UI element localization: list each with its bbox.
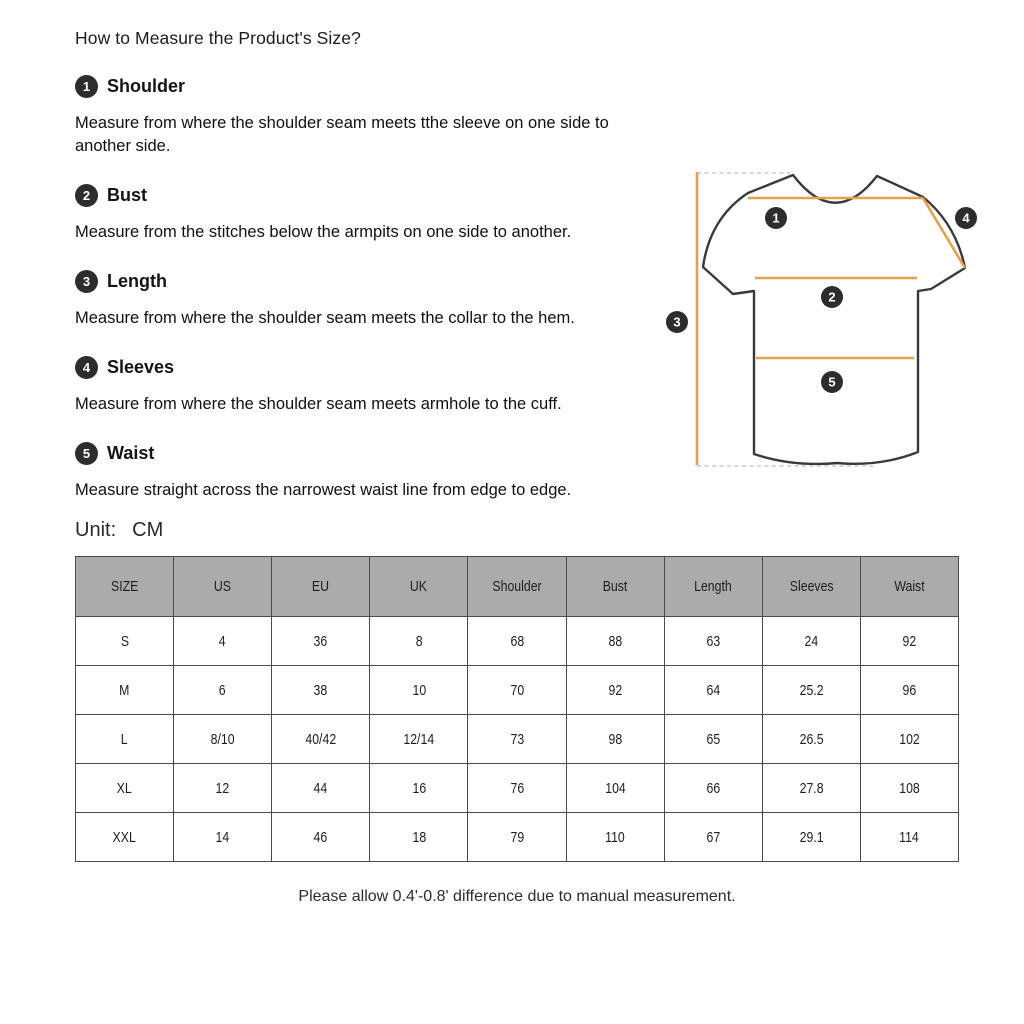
step-number-badge: 4 <box>75 356 98 379</box>
badge-number: 1 <box>772 210 780 226</box>
page-title: How to Measure the Product's Size? <box>75 28 361 48</box>
size-table <box>75 556 959 862</box>
diagram-badge-2 <box>821 286 843 308</box>
table-cell <box>762 813 860 862</box>
table-cell <box>860 813 958 862</box>
table-row <box>76 813 959 862</box>
tshirt-diagram-svg <box>650 150 1024 490</box>
column-header <box>174 557 272 617</box>
table-cell-value: 104 <box>604 779 626 797</box>
table-header-row <box>76 557 959 617</box>
table-cell <box>370 715 468 764</box>
badge-number: 3 <box>673 314 681 330</box>
column-header-label: SIZE <box>110 578 139 595</box>
instruction-item <box>75 440 635 502</box>
table-cell <box>566 764 664 813</box>
table-cell-value: 96 <box>902 681 917 699</box>
table-cell <box>272 666 370 715</box>
column-header <box>860 557 958 617</box>
step-number-badge: 1 <box>75 75 98 98</box>
table-cell-value: 102 <box>899 730 920 748</box>
table-cell <box>76 715 174 764</box>
table-cell-value: 4 <box>219 632 227 650</box>
table-cell <box>664 666 762 715</box>
table-cell <box>174 666 272 715</box>
instructions-list <box>75 73 635 502</box>
badge-number: 4 <box>962 210 970 226</box>
table-cell <box>370 764 468 813</box>
step-number-badge: 2 <box>75 184 98 207</box>
table-cell-value: 18 <box>412 828 426 846</box>
table-cell <box>468 764 566 813</box>
table-cell <box>664 715 762 764</box>
table-cell-value: 24 <box>804 632 819 650</box>
table-cell-value: 38 <box>313 681 328 699</box>
table-cell-value: 12 <box>215 779 230 797</box>
measurement-label: Waist <box>107 442 155 463</box>
table-cell-value: 67 <box>706 828 721 846</box>
table-cell <box>762 666 860 715</box>
measurement-description: Measure from where the shoulder seam meets tthe sleeve on one side to another side. <box>75 114 609 155</box>
diagram-badge-5 <box>821 371 843 393</box>
table-cell <box>76 617 174 666</box>
table-cell-value: 114 <box>899 828 920 846</box>
table-cell-value: 12/14 <box>403 730 435 748</box>
table-cell <box>566 813 664 862</box>
table-cell-value: 10 <box>412 681 426 699</box>
table-cell-value: 76 <box>510 779 524 797</box>
table-row <box>76 666 959 715</box>
column-header <box>566 557 664 617</box>
table-cell-value: 40/42 <box>305 730 337 748</box>
table-cell-value: 92 <box>902 632 917 650</box>
badge-number: 5 <box>828 374 836 390</box>
column-header <box>370 557 468 617</box>
unit-label: Unit: <box>75 519 117 541</box>
table-cell <box>566 666 664 715</box>
table-cell-value: 68 <box>510 632 524 650</box>
table-cell <box>860 617 958 666</box>
column-header <box>272 557 370 617</box>
table-cell-value: 108 <box>899 779 920 797</box>
measurement-label: Bust <box>107 184 147 205</box>
table-cell <box>370 813 468 862</box>
measurement-label: Sleeves <box>107 356 175 377</box>
table-cell <box>762 764 860 813</box>
table-cell-value: 16 <box>412 779 426 797</box>
step-number-badge: 3 <box>75 270 98 293</box>
table-cell-value: 6 <box>219 681 227 699</box>
table-cell-value: 88 <box>608 632 622 650</box>
table-cell <box>272 764 370 813</box>
table-cell-value: 64 <box>706 681 721 699</box>
measurement-description: Measure from where the shoulder seam meets the collar to the hem. <box>75 309 575 327</box>
column-header-label: Length <box>694 578 733 595</box>
table-cell-value: 36 <box>313 632 328 650</box>
instruction-item <box>75 354 635 416</box>
table-cell-value: 98 <box>608 730 622 748</box>
table-row <box>76 617 959 666</box>
diagram-badge-3 <box>666 311 688 333</box>
table-cell <box>860 666 958 715</box>
diagram-badge-4 <box>955 207 977 229</box>
table-cell-value: 70 <box>510 681 524 699</box>
table-cell <box>664 617 762 666</box>
table-cell <box>370 666 468 715</box>
column-header-label: Shoulder <box>492 578 542 595</box>
instruction-heading <box>75 73 635 99</box>
table-cell <box>76 764 174 813</box>
table-cell <box>468 617 566 666</box>
column-header-label: UK <box>410 578 428 595</box>
table-row <box>76 764 959 813</box>
table-cell <box>272 813 370 862</box>
step-number-badge: 5 <box>75 442 98 465</box>
column-header <box>664 557 762 617</box>
table-cell <box>762 617 860 666</box>
table-cell-value: XXL <box>112 828 137 846</box>
instruction-item <box>75 268 635 330</box>
column-header <box>468 557 566 617</box>
table-cell-value: 73 <box>510 730 524 748</box>
table-cell-value: 8/10 <box>210 730 235 748</box>
instruction-heading <box>75 268 635 294</box>
table-cell-value: 25.2 <box>799 681 824 699</box>
table-cell <box>272 715 370 764</box>
shirt-outline <box>703 175 965 464</box>
instruction-heading <box>75 182 635 208</box>
column-header <box>76 557 174 617</box>
table-row <box>76 715 959 764</box>
table-cell-value: L <box>121 730 128 748</box>
unit-row <box>75 519 1024 542</box>
instruction-heading <box>75 440 635 466</box>
column-header <box>762 557 860 617</box>
table-cell <box>370 617 468 666</box>
measurement-label: Length <box>107 270 167 291</box>
table-cell-value: S <box>120 632 129 650</box>
unit-value: CM <box>132 519 164 541</box>
column-header-label: EU <box>312 578 330 595</box>
column-header-label: Bust <box>602 578 628 595</box>
table-cell <box>566 715 664 764</box>
table-cell <box>860 764 958 813</box>
table-cell <box>76 813 174 862</box>
table-cell-value: 66 <box>706 779 721 797</box>
table-cell <box>860 715 958 764</box>
table-cell <box>762 715 860 764</box>
measurement-description: Measure straight across the narrowest waist line from edge to edge. <box>75 481 572 499</box>
table-cell-value: M <box>119 681 130 699</box>
table-cell-value: 79 <box>510 828 524 846</box>
table-cell <box>76 666 174 715</box>
table-cell <box>174 764 272 813</box>
instruction-heading <box>75 354 635 380</box>
table-cell-value: 26.5 <box>799 730 824 748</box>
measurement-description: Measure from the stitches below the armpits on one side to another. <box>75 223 572 241</box>
table-cell-value: 92 <box>608 681 622 699</box>
measurement-label: Shoulder <box>107 75 186 96</box>
table-cell-value: 110 <box>605 828 625 846</box>
table-cell <box>664 764 762 813</box>
table-cell <box>468 715 566 764</box>
instruction-item <box>75 182 635 244</box>
table-cell-value: XL <box>117 779 133 797</box>
column-header-label: Sleeves <box>789 578 834 595</box>
table-cell <box>174 617 272 666</box>
table-cell-value: 14 <box>215 828 230 846</box>
column-header-label: Waist <box>894 578 925 595</box>
column-header-label: US <box>214 578 232 595</box>
instruction-item <box>75 73 635 158</box>
table-cell-value: 44 <box>313 779 328 797</box>
table-cell <box>664 813 762 862</box>
table-cell <box>468 813 566 862</box>
table-cell-value: 63 <box>706 632 721 650</box>
table-cell <box>174 715 272 764</box>
footer-note: Please allow 0.4'-0.8' difference due to manual measurement. <box>298 888 736 905</box>
table-cell <box>566 617 664 666</box>
table-cell <box>272 617 370 666</box>
table-cell-value: 27.8 <box>799 779 824 797</box>
table-cell-value: 29.1 <box>799 828 824 846</box>
table-cell <box>468 666 566 715</box>
tshirt-diagram <box>650 150 1024 490</box>
badge-number: 2 <box>828 289 836 305</box>
table-cell-value: 65 <box>706 730 721 748</box>
table-cell-value: 46 <box>313 828 328 846</box>
table-cell <box>174 813 272 862</box>
measurement-description: Measure from where the shoulder seam meets armhole to the cuff. <box>75 395 562 413</box>
table-cell-value: 8 <box>415 632 423 650</box>
diagram-badge-1 <box>765 207 787 229</box>
